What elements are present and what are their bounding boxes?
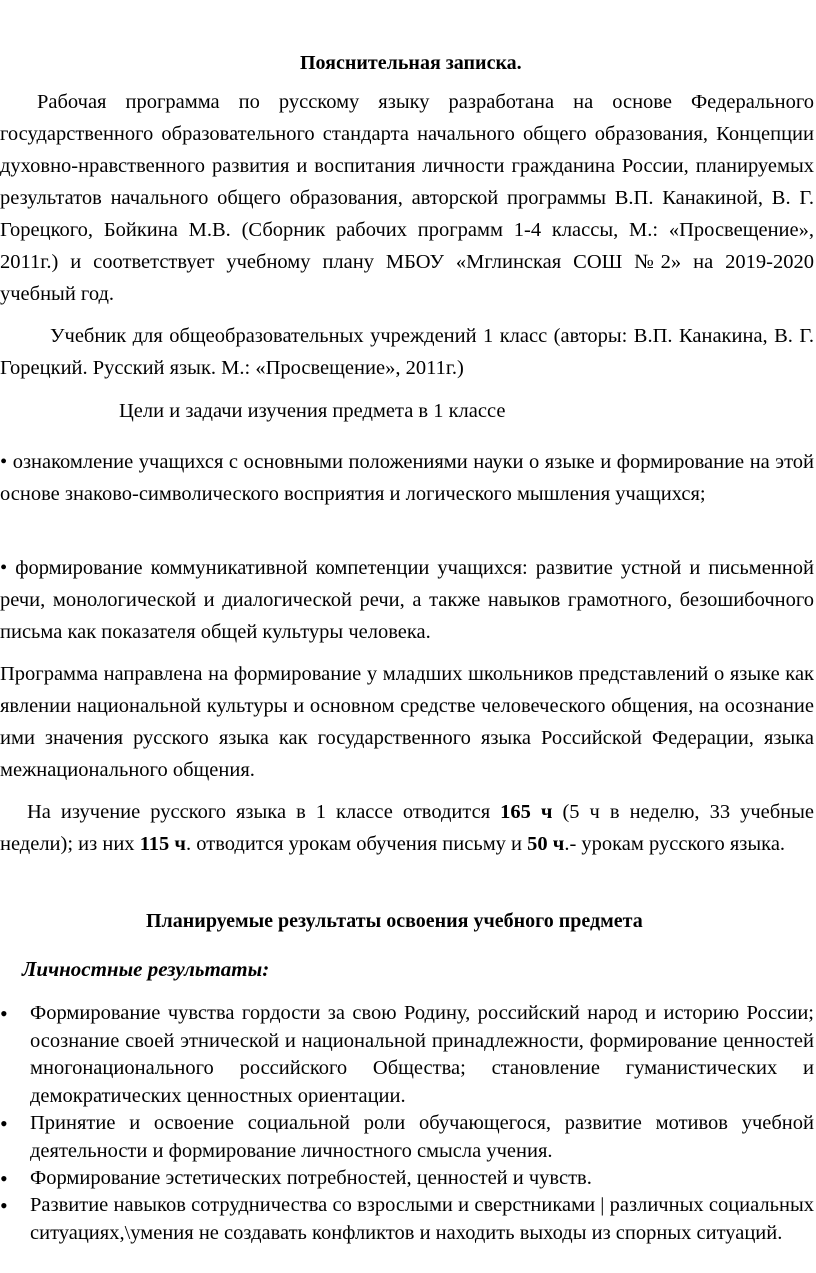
textbook-paragraph: Учебник для общеобразовательных учреждений 1 класс (авторы: В.П. Канакина, В. Г. Горецкий. Русский язык. М.: «Просвещение», 2011г.) [0, 325, 814, 379]
hours-paragraph [0, 796, 814, 860]
hours-russian: 50 ч [527, 833, 565, 855]
hours-text-2: (5 ч в неделю, 33 учебные недели); из них [0, 801, 815, 855]
hours-text-3: . отводится урокам обучения письму и [186, 833, 528, 855]
bullet-icon: • [0, 1166, 8, 1191]
goals-heading: Цели и задачи изучения предмета в 1 классе [119, 400, 506, 422]
bullet-icon: • [0, 1193, 8, 1218]
hours-text-4: .- урокам русского языка. [564, 833, 786, 855]
goal-item-2: • формирование коммуникативной компетенции учащихся: развитие устной и письменной речи, монологической и диалогической речи, а также навыков грамотного, безошибочного письма как показателя общей культуры человека. [0, 557, 814, 643]
intro-paragraph: Рабочая программа по русскому языку разработана на основе Федерального государственного образовательного стандарта начального общего образования, Концепции духовно-нравственного развития и воспитания личности гражданина России, планируемых результатов начального общего образования, авторской программы В.П. Канакиной, В. Г. Горецкого, Бойкина М.В. (Сборник рабочих программ 1-4 классы, М.: «Просвещение», 2011г.) и соответствует учебному плану МБОУ «Мглинская СОШ №2» на 2019-2020 учебный год. [0, 91, 814, 305]
hours-writing: 115 ч [139, 833, 186, 855]
list-item-text: Формирование эстетических потребностей, ценностей и чувств. [30, 1167, 592, 1189]
program-paragraph: Программа направлена на формирование у младших школьников представлений о языке как явлении национальной культуры и основном средстве человеческого общения, на осознание ими значения русского языка как государственного языка Российской Федерации, языка межнационального общения. [0, 663, 814, 781]
results-heading: Планируемые результаты освоения учебного предмета [146, 910, 643, 932]
list-item-text: Принятие и освоение социальной роли обучающегося, развитие мотивов учебной деятельности и формирование личностного смысла учения. [30, 1112, 814, 1162]
personal-results-heading: Личностные результаты: [22, 957, 270, 981]
hours-text-1: На изучение русского языка в 1 классе отводится [27, 801, 501, 823]
bullet-icon: • [0, 1001, 8, 1026]
bullet-icon: • [0, 1111, 8, 1136]
hours-total: 165 ч [500, 801, 553, 823]
goal-item-1: • ознакомление учащихся с основными положениями науки о языке и формирование на этой основе знаково-символического восприятия и логического мышления учащихся; [0, 451, 814, 505]
list-item-text: Развитие навыков сотрудничества со взрослыми и сверстниками | различных социальных ситуациях,\умения не создавать конфликтов и находить выходы из спорных ситуаций. [30, 1194, 814, 1244]
page-title: Пояснительная записка. [300, 52, 522, 74]
list-item-text: Формирование чувства гордости за свою Родину, российский народ и историю России; осознание своей этнической и национальной принадлежности, формирование ценностей многонационального российского Общества; становление гуманистических и демократических ценностных ориентации. [30, 1002, 814, 1107]
